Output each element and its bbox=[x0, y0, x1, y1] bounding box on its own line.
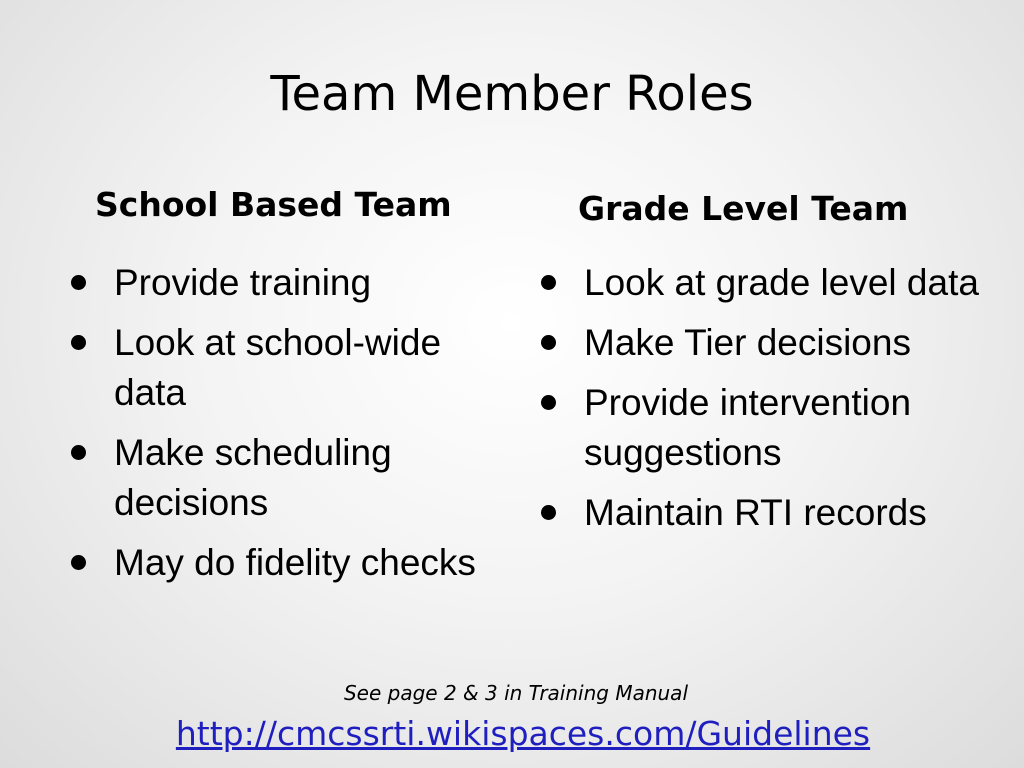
list-item bbox=[532, 258, 1002, 308]
bullet-icon bbox=[71, 445, 86, 460]
bullet-icon bbox=[541, 275, 556, 290]
list-item bbox=[532, 378, 1002, 478]
bullet-icon bbox=[541, 505, 556, 520]
list-item-text: Look at grade level data bbox=[584, 262, 979, 303]
guidelines-link[interactable]: http://cmcssrti.wikispaces.com/Guidelines bbox=[175, 714, 871, 753]
grade-level-team-heading: Grade Level Team bbox=[578, 189, 909, 228]
list-item bbox=[62, 428, 502, 528]
training-manual-note: See page 2 & 3 in Training Manual bbox=[343, 681, 688, 705]
list-item-text: Make scheduling decisions bbox=[114, 432, 392, 523]
list-item-text: Look at school-wide data bbox=[114, 322, 442, 413]
list-item bbox=[62, 318, 502, 418]
list-item-text: Maintain RTI records bbox=[584, 492, 927, 533]
list-item bbox=[532, 488, 1002, 538]
list-item bbox=[62, 538, 502, 588]
list-item-text: Make Tier decisions bbox=[584, 322, 911, 363]
bullet-icon bbox=[71, 275, 86, 290]
list-item bbox=[62, 258, 502, 308]
bullet-icon bbox=[541, 395, 556, 410]
bullet-icon bbox=[71, 555, 86, 570]
list-item-text: Provide intervention suggestions bbox=[584, 382, 912, 473]
list-item bbox=[532, 318, 1002, 368]
school-based-team-heading: School Based Team bbox=[95, 185, 452, 224]
bullet-icon bbox=[541, 335, 556, 350]
school-based-team-list bbox=[62, 258, 502, 598]
list-item-text: Provide training bbox=[114, 262, 372, 303]
slide-title: Team Member Roles bbox=[270, 66, 754, 122]
bullet-icon bbox=[71, 335, 86, 350]
grade-level-team-list bbox=[532, 258, 1002, 548]
list-item-text: May do fidelity checks bbox=[114, 542, 476, 583]
